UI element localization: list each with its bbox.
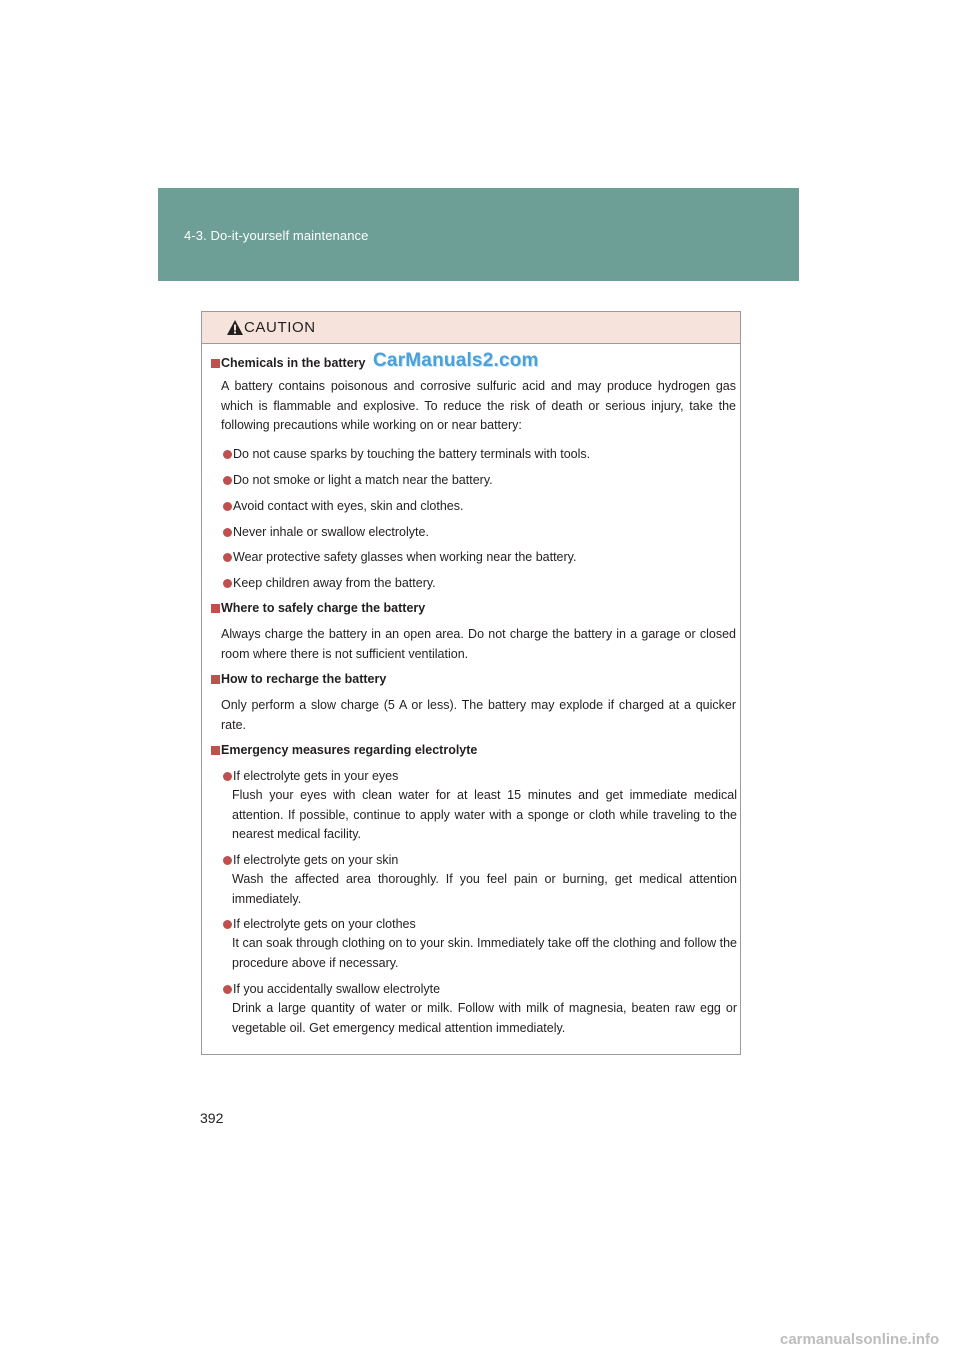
section-header-band	[158, 188, 799, 281]
round-bullet-icon	[223, 450, 232, 459]
section-text: Only perform a slow charge (5 A or less). The battery may explode if charged at a quicker rate.	[221, 698, 736, 732]
square-bullet-icon	[211, 746, 220, 755]
round-bullet-icon	[223, 579, 232, 588]
round-bullet-icon	[223, 985, 232, 994]
square-bullet-icon	[211, 359, 220, 368]
caution-title: CAUTION	[244, 319, 316, 336]
list-item-text: It can soak through clothing on to your skin. Immediately take off the clothing and follow the procedure above if necessary.	[232, 936, 737, 970]
round-bullet-icon	[223, 476, 232, 485]
round-bullet-icon	[223, 502, 232, 511]
section-text: A battery contains poisonous and corrosive sulfuric acid and may produce hydrogen gas which is flammable and explosive. To reduce the risk of death or serious injury, take the following precautions while working on or near battery:	[221, 379, 736, 432]
watermark-footer: carmanualsonline.info	[780, 1331, 940, 1348]
round-bullet-icon	[223, 920, 232, 929]
list-item-text: Wash the affected area thoroughly. If you feel pain or burning, get medical attention immediately.	[232, 872, 737, 906]
watermark-logo: CarManuals2.com	[373, 350, 539, 371]
section-text: Always charge the battery in an open area. Do not charge the battery in a garage or closed room where there is not sufficient ventilation.	[221, 627, 736, 661]
round-bullet-icon	[223, 856, 232, 865]
list-item-text: Drink a large quantity of water or milk. Follow with milk of magnesia, beaten raw egg or vegetable oil. Get emergency medical attention immediately.	[232, 1001, 737, 1035]
square-bullet-icon	[211, 675, 220, 684]
caution-box: CAUTION Chemicals in the battery A battery contains poisonous and corrosive sulfuric acid and may produce hydrogen gas which is flammable and explosive. To reduce the risk of death or serious injury, take the following precautions while working on or near battery: Do not cause sparks by touching the battery terminals with tools. Do not smoke or light a match near the battery. Avoid contact with eyes, skin and clothes. Never inhale or swallow electrolyte. Wear protective safety glasses when working near the battery. Keep children away from the battery. Where to safely charge the battery Always charge the battery in an open area. Do not charge the battery in a garage or closed room where there is not sufficient ventilation. How to recharge the battery Only perform a slow charge (5 A or less). The battery may explode if charged at a quicker rate. Emergency measures regarding electrolyte If electrolyte gets in your eyes Flush your eyes with clean water for at least 15 minutes and get immediate medical attention. If possible, continue to apply water with a sponge or cloth while traveling to the nearest medical facility. If electrolyte gets on your skin Wash the affected area thoroughly. If you feel pain or burning, get medical attention immediately. If electrolyte gets on your clothes It can soak through clothing on to your skin. Immediately take off the clothing and follow the procedure above if necessary. If you accidentally swallow electrolyte Drink a large quantity of water or milk. Follow with milk of magnesia, beaten raw egg or vegetable oil. Get emergency medical attention immediately.	[201, 311, 741, 1055]
round-bullet-icon	[223, 772, 232, 781]
caution-header	[202, 312, 740, 344]
round-bullet-icon	[223, 528, 232, 537]
section-title: 4-3. Do-it-yourself maintenance	[184, 228, 369, 243]
list-item-text: Flush your eyes with clean water for at least 15 minutes and get immediate medical attention. If possible, continue to apply water with a sponge or cloth while traveling to the nearest medical facility.	[232, 788, 737, 841]
page-number: 392	[200, 1110, 224, 1126]
round-bullet-icon	[223, 553, 232, 562]
warning-icon	[226, 319, 244, 336]
square-bullet-icon	[211, 604, 220, 613]
